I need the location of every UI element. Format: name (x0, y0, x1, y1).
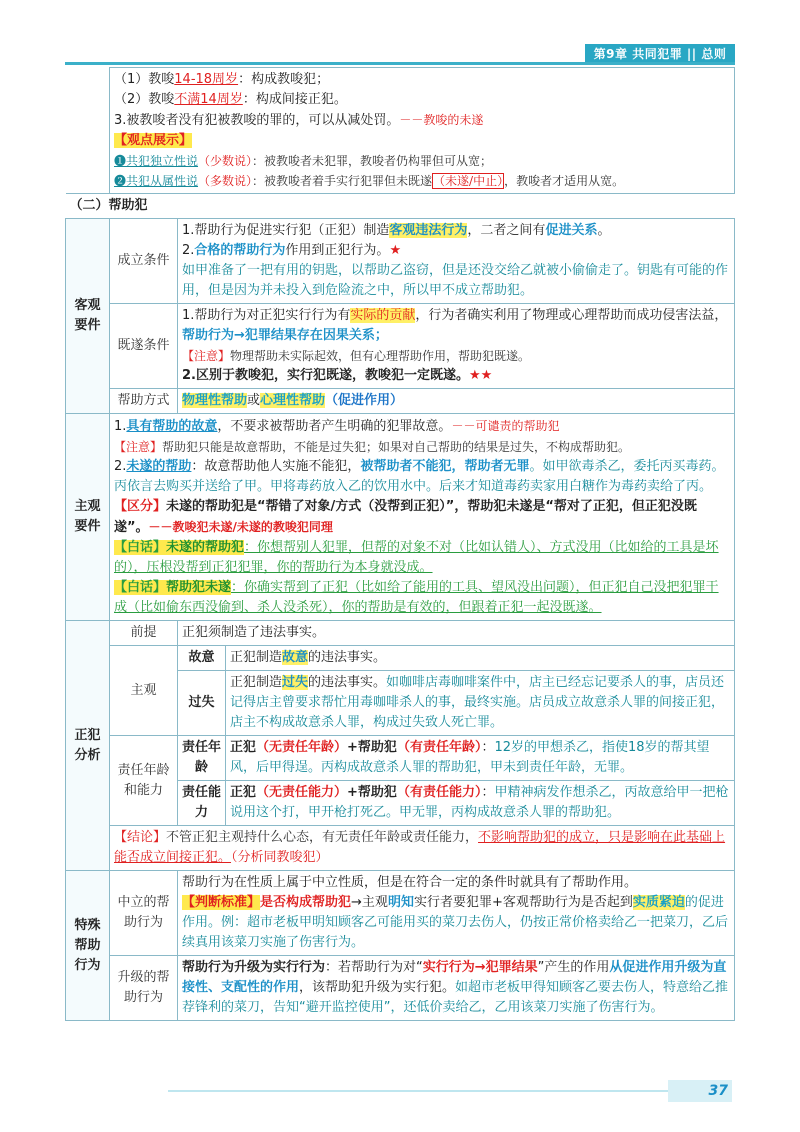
special-neutral-row (66, 871, 735, 956)
special-upgrade-row (66, 956, 735, 1021)
neutral-cell: 帮助行为在性质上属于中立性质，但是在符合一定的条件时就具有了帮助作用。 【判断标准】是否构成帮助犯→主观明知实行者要犯罪+客观帮助行为是否起到实质紧迫的促进作用。例：超市老板甲明知顾客乙可能用买的菜刀去伤人，仍按正常价格卖给乙一把菜刀，乙后续真用该菜刀实施了伤害行为。 (178, 871, 735, 956)
establish-cell: 1.帮助行为促进实行犯（正犯）制造客观违法行为，二者之间有促进关系。 2.合格的帮助行为作用到正犯行为。★ 如甲准备了一把有用的钥匙，以帮助乙盗窃，但是还没交给乙就被小偷偷走了。钥匙有可能的作用，但是因为并未投入到危险流之中，所以甲不成立帮助犯。 (178, 219, 735, 304)
age-label: 责任年龄 (178, 736, 226, 781)
negligence-label: 过失 (178, 671, 226, 736)
page-content (65, 67, 735, 1021)
objective-establish-row (66, 219, 735, 304)
page-number-text: 37 (708, 1083, 728, 1099)
objective-category: 客观要件 (66, 219, 110, 414)
upgrade-cell: 帮助行为升级为实行行为：若帮助行为对“实行行为→犯罪结果”产生的作用从促进作用升级为直接性、支配性的作用，该帮助犯升级为实行犯。如超市老板甲得知顾客乙要去伤人，特意给乙推荐锋利的菜刀，告知“避开监控使用”，还低价卖给乙，乙用该菜刀实施了伤害行为。 (178, 956, 735, 1021)
page-number (668, 1080, 732, 1102)
ability-label: 责任能力 (178, 781, 226, 826)
negligence-cell: 正犯制造过失的违法事实。如咖啡店毒咖啡案件中，店主已经忘记要杀人的事，店员还记得店主曾要求帮忙用毒咖啡杀人的事，最终实施。店员成立故意杀人罪的间接正犯，店主不构成故意杀人罪，构成过失致人死亡罪。 (226, 671, 735, 736)
method-cell: 物理性帮助或心理性帮助（促进作用） (178, 389, 735, 414)
intent-cell: 正犯制造故意的违法事实。 (226, 646, 735, 671)
subjective-row (66, 414, 735, 621)
neutral-label: 中立的帮助行为 (110, 871, 178, 956)
intent-label: 故意 (178, 646, 226, 671)
subjective-label: 主观 (110, 646, 178, 736)
page-header (65, 44, 735, 64)
premise-label: 前提 (110, 621, 178, 646)
objective-complete-row (66, 304, 735, 389)
method-label: 帮助方式 (110, 389, 178, 414)
objective-method-row (66, 389, 735, 414)
notes-table (65, 67, 735, 1021)
footer-rule (168, 1090, 668, 1092)
chapter-title: 第9章 共同犯罪 || 总则 (585, 44, 735, 64)
principal-conclusion-row (66, 826, 735, 871)
section-title: （二）帮助犯 (66, 194, 735, 219)
principal-intent-row (66, 646, 735, 671)
principal-category: 正犯分析 (66, 621, 110, 871)
upgrade-label: 升级的帮助行为 (110, 956, 178, 1021)
viewpoint-tag: 【观点展示】 (114, 133, 193, 148)
establish-label: 成立条件 (110, 219, 178, 304)
subjective-cell: 1.具有帮助的故意，不要求被帮助者产生明确的犯罪故意。－－可谴责的帮助犯 【注意】帮助犯只能是故意帮助，不能是过失犯；如果对自己帮助的结果是过失，不构成帮助犯。 2.未遂的帮助：故意帮助他人实施不能犯，被帮助者不能犯，帮助者无罪。如甲欲毒杀乙，委托丙买毒药。丙依言去购买并送给了甲。甲将毒药放入乙的饮用水中。后来才知道毒药卖家用白糖作为毒药卖给了丙。 【区分】未遂的帮助犯是“帮错了对象/方式（没帮到正犯）”，帮助犯未遂是“帮对了正犯，但正犯没既遂”。－－教唆犯未遂/未遂的教唆犯同理 【白话】未遂的帮助犯：你想帮别人犯罪，但帮的对象不对（比如认错人）、方式没用（比如给的工具是坏的），压根没帮到正犯犯罪，你的帮助行为本身就没成。 【白话】帮助犯未遂：你确实帮到了正犯（比如给了能用的工具、望风没出问题），但正犯自己没把犯罪干成（比如偷东西没偷到、杀人没杀死），你的帮助是有效的，但跟着正犯一起没既遂。 (110, 414, 735, 621)
intro-row (66, 68, 735, 194)
header-rule (65, 62, 735, 65)
conclusion-cell: 【结论】不管正犯主观持什么心态，有无责任年龄或责任能力，不影响帮助犯的成立，只是影响在此基础上能否成立间接正犯。（分析同教唆犯） (110, 826, 735, 871)
ability-cell: 正犯（无责任能力）+帮助犯（有责任能力）：甲精神病发作想杀乙，丙故意给甲一把枪说用这个打，甲开枪打死乙。甲无罪，丙构成故意杀人罪的帮助犯。 (226, 781, 735, 826)
premise-text: 正犯须制造了违法事实。 (178, 621, 735, 646)
complete-cell: 1.帮助行为对正犯实行行为有实际的贡献，行为者确实利用了物理或心理帮助而成功侵害法益，帮助行为→犯罪结果存在因果关系； 【注意】物理帮助未实际起效，但有心理帮助作用，帮助犯既遂。 2.区别于教唆犯，实行犯既遂，教唆犯一定既遂。★★ (178, 304, 735, 389)
responsibility-label: 责任年龄和能力 (110, 736, 178, 826)
principal-premise-row (66, 621, 735, 646)
principal-age-row (66, 736, 735, 781)
intro-cell: （1）教唆14-18周岁：构成教唆犯； （2）教唆不满14周岁：构成间接正犯。 3.被教唆者没有犯被教唆的罪的，可以从减处罚。－－教唆的未遂 【观点展示】 ❶共犯独立性说（少数说）：被教唆者未犯罪，教唆者仍构罪但可从宽； ❷共犯从属性说（多数说）：被教唆者着手实行犯罪但未既遂（未遂/中止），教唆者才适用从宽。 (110, 68, 735, 194)
section-title-row (66, 194, 735, 219)
age-cell: 正犯（无责任年龄）+帮助犯（有责任年龄）：12岁的甲想杀乙，指使18岁的帮其望风，后甲得逞。丙构成故意杀人罪的帮助犯，甲未到责任年龄，无罪。 (226, 736, 735, 781)
complete-label: 既遂条件 (110, 304, 178, 389)
subjective-category: 主观要件 (66, 414, 110, 621)
special-category: 特殊帮助行为 (66, 871, 110, 1021)
